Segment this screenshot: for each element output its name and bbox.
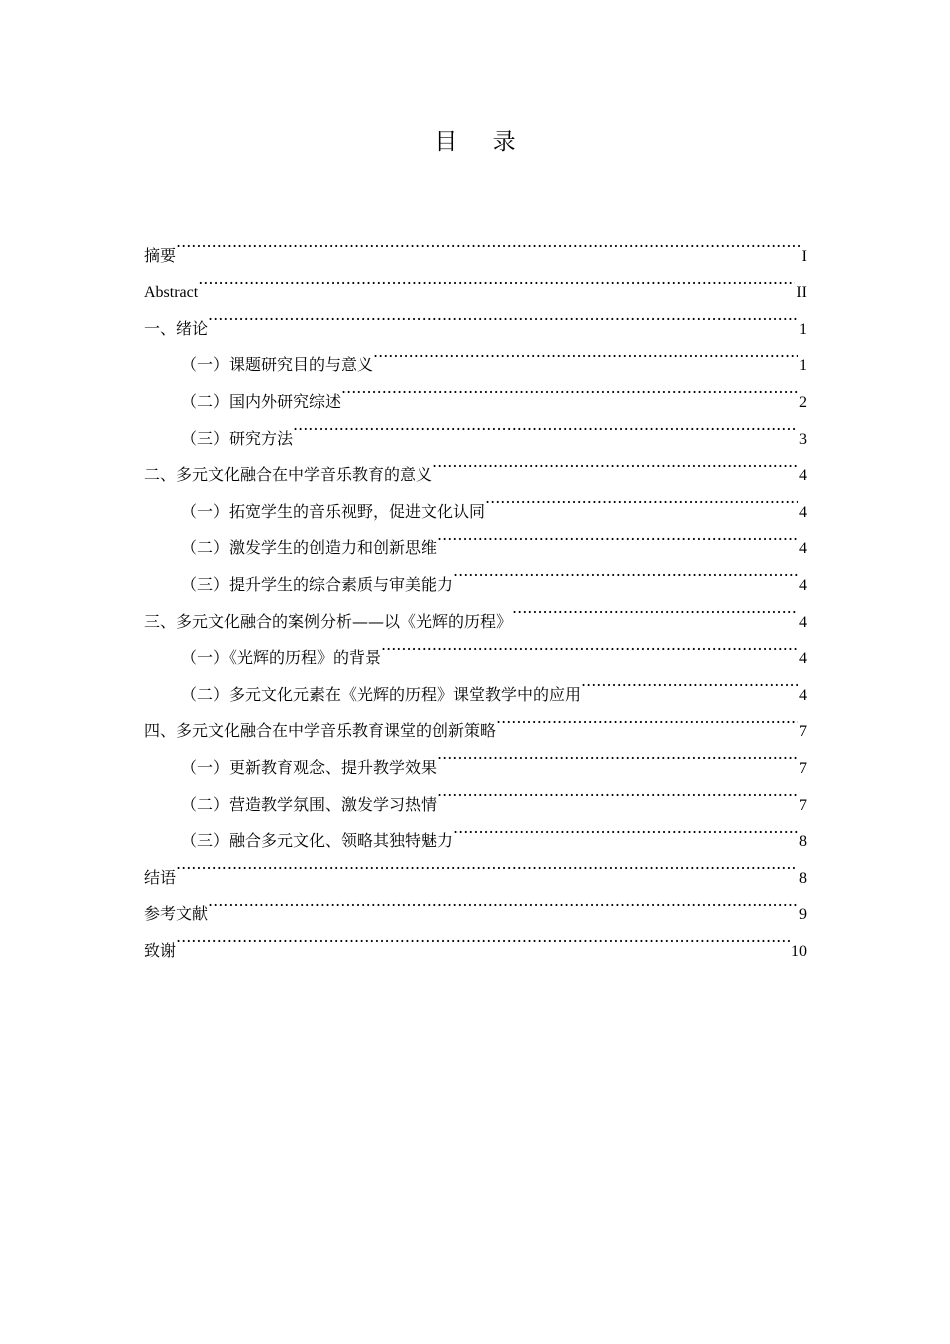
toc-entry-page-number: 1 — [799, 357, 807, 375]
toc-dot-leader — [208, 883, 798, 920]
toc-entry-label: 致谢 — [144, 940, 177, 960]
toc-dot-leader — [581, 663, 798, 700]
toc-entry-page-number: 9 — [799, 906, 807, 924]
toc-entry-page-number: 4 — [799, 503, 807, 521]
toc-entry-label: （一）课题研究目的与意义 — [181, 355, 374, 375]
toc-entry-label: 结语 — [144, 867, 177, 887]
toc-entry-label: 参考文献 — [144, 904, 209, 924]
table-of-contents — [144, 224, 807, 960]
toc-entry[interactable] — [144, 919, 807, 960]
toc-dot-leader — [198, 261, 795, 298]
toc-dot-leader — [453, 553, 798, 590]
toc-dot-leader — [341, 370, 798, 407]
toc-dot-leader — [496, 700, 798, 737]
toc-entry-label: 三、多元文化融合的案例分析——以《光辉的历程》 — [144, 611, 513, 631]
toc-entry[interactable] — [144, 334, 807, 375]
toc-dot-leader — [176, 846, 798, 883]
toc-entry-label: （一）更新教育观念、提升教学效果 — [181, 757, 438, 777]
toc-dot-leader — [437, 517, 798, 554]
toc-entry-page-number: 1 — [799, 320, 807, 338]
toc-dot-leader — [512, 590, 798, 627]
toc-dot-leader — [432, 444, 798, 481]
toc-dot-leader — [293, 407, 798, 444]
toc-entry-page-number: 8 — [799, 833, 807, 851]
toc-dot-leader — [176, 919, 790, 956]
toc-entry[interactable] — [144, 261, 807, 302]
toc-entry[interactable] — [144, 883, 807, 924]
toc-dot-leader — [208, 297, 798, 334]
toc-entry-label: （二）营造教学氛围、激发学习热情 — [181, 794, 438, 814]
toc-entry-page-number: 4 — [799, 650, 807, 668]
toc-entry[interactable] — [144, 846, 807, 887]
toc-entry-page-number: 7 — [799, 723, 807, 741]
toc-entry-page-number: 4 — [799, 467, 807, 485]
toc-dot-leader — [437, 736, 798, 773]
toc-entry-label: （一）《光辉的历程》的背景 — [181, 648, 382, 668]
toc-entry[interactable] — [144, 224, 807, 265]
toc-entry-page-number: II — [796, 284, 807, 302]
toc-entry-page-number: I — [801, 247, 807, 265]
toc-entry-page-number: 4 — [799, 540, 807, 558]
toc-entry-label: 二、多元文化融合在中学音乐教育的意义 — [144, 465, 433, 485]
toc-entry-page-number: 3 — [799, 430, 807, 448]
toc-entry-page-number: 2 — [799, 393, 807, 411]
toc-entry-page-number: 7 — [799, 796, 807, 814]
toc-entry-label: （二）多元文化元素在《光辉的历程》课堂教学中的应用 — [181, 684, 582, 704]
toc-entry-label: （二）国内外研究综述 — [181, 391, 342, 411]
toc-entry-label: （二）激发学生的创造力和创新思维 — [181, 538, 438, 558]
toc-dot-leader — [453, 810, 798, 847]
toc-entry-label: （三）研究方法 — [181, 428, 294, 448]
toc-dot-leader — [176, 224, 801, 261]
toc-entry-page-number: 4 — [799, 613, 807, 631]
toc-entry-label: 一、绪论 — [144, 318, 209, 338]
toc-entry-label: （一）拓宽学生的音乐视野，促进文化认同 — [181, 501, 486, 521]
toc-entry-label: （三）提升学生的综合素质与审美能力 — [181, 574, 454, 594]
toc-entry-label: （三）融合多元文化、领略其独特魅力 — [181, 831, 454, 851]
toc-entry-page-number: 7 — [799, 759, 807, 777]
toc-dot-leader — [373, 334, 798, 371]
toc-dot-leader — [437, 773, 798, 810]
toc-dot-leader — [485, 480, 798, 517]
toc-dot-leader — [381, 627, 798, 664]
toc-entry[interactable] — [144, 297, 807, 338]
toc-title: 目 录 — [434, 129, 530, 155]
toc-entry-page-number: 8 — [799, 869, 807, 887]
toc-entry-label: 摘要 — [144, 245, 177, 265]
toc-entry-label: Abstract — [144, 284, 199, 302]
toc-entry-page-number: 4 — [799, 686, 807, 704]
toc-entry-page-number: 4 — [799, 576, 807, 594]
toc-entry-page-number: 10 — [791, 942, 807, 960]
toc-entry-label: 四、多元文化融合在中学音乐教育课堂的创新策略 — [144, 721, 497, 741]
